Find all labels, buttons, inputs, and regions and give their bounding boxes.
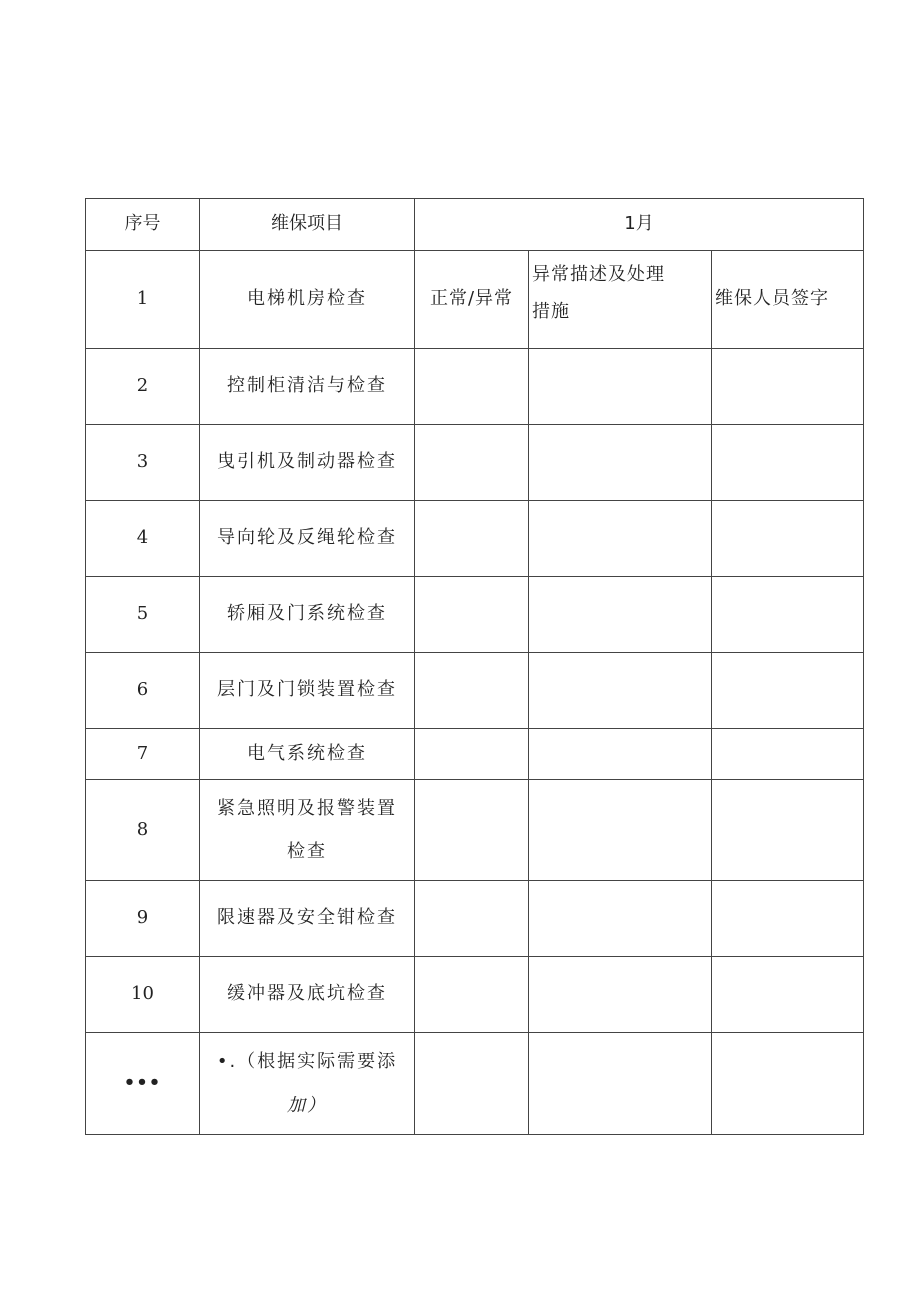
cell-description[interactable]	[529, 729, 712, 780]
row-item: 缓冲器及底坑检查	[200, 957, 415, 1033]
row-seq: 3	[86, 425, 200, 501]
table-row	[86, 349, 864, 425]
table-row	[86, 780, 864, 881]
row-item-line1: •.（根据实际需要添	[216, 1051, 398, 1073]
row-seq: 9	[86, 881, 200, 957]
row-item	[200, 1033, 415, 1135]
table-row	[86, 251, 864, 349]
header-month: 1月	[415, 199, 864, 251]
cell-description[interactable]	[529, 881, 712, 957]
cell-normal-abnormal[interactable]	[415, 653, 529, 729]
cell-signature[interactable]	[712, 1033, 864, 1135]
cell-normal-abnormal[interactable]	[415, 425, 529, 501]
cell-description[interactable]	[529, 425, 712, 501]
row-item: 轿厢及门系统检查	[200, 577, 415, 653]
row-item-line2: 检查	[287, 841, 327, 862]
cell-normal-abnormal[interactable]	[415, 729, 529, 780]
cell-normal-abnormal[interactable]	[415, 349, 529, 425]
cell-signature[interactable]	[712, 729, 864, 780]
subheader-description-line2: 措施	[532, 300, 570, 322]
row-item: 层门及门锁装置检查	[200, 653, 415, 729]
cell-signature[interactable]	[712, 577, 864, 653]
table-row	[86, 1033, 864, 1135]
row-item-line2: 加）	[287, 1094, 327, 1116]
row-item: 导向轮及反绳轮检查	[200, 501, 415, 577]
cell-signature[interactable]	[712, 957, 864, 1033]
row-item: 限速器及安全钳检查	[200, 881, 415, 957]
row-seq: 10	[86, 957, 200, 1033]
row-seq: 7	[86, 729, 200, 780]
table-row	[86, 577, 864, 653]
cell-signature[interactable]	[712, 425, 864, 501]
cell-signature[interactable]	[712, 881, 864, 957]
cell-normal-abnormal[interactable]	[415, 957, 529, 1033]
header-row	[86, 199, 864, 251]
row-seq: •••	[86, 1033, 200, 1135]
subheader-description-line1: 异常描述及处理	[532, 264, 665, 285]
header-item: 维保项目	[200, 199, 415, 251]
row-seq: 8	[86, 780, 200, 881]
cell-signature[interactable]	[712, 780, 864, 881]
cell-description[interactable]	[529, 1033, 712, 1135]
subheader-signature: 维保人员签字	[712, 251, 864, 349]
cell-description[interactable]	[529, 780, 712, 881]
row-item: 电梯机房检查	[200, 251, 415, 349]
row-seq: 6	[86, 653, 200, 729]
row-seq: 4	[86, 501, 200, 577]
row-item-line1: 紧急照明及报警装置	[217, 797, 397, 819]
row-item: 电气系统检查	[200, 729, 415, 780]
cell-normal-abnormal[interactable]	[415, 1033, 529, 1135]
table-row	[86, 957, 864, 1033]
table-row	[86, 425, 864, 501]
cell-normal-abnormal[interactable]	[415, 780, 529, 881]
cell-description[interactable]	[529, 501, 712, 577]
cell-signature[interactable]	[712, 349, 864, 425]
subheader-description	[529, 251, 712, 349]
table-row	[86, 729, 864, 780]
cell-signature[interactable]	[712, 501, 864, 577]
row-seq: 1	[86, 251, 200, 349]
table-row	[86, 881, 864, 957]
subheader-normal-abnormal: 正常/异常	[415, 251, 529, 349]
cell-description[interactable]	[529, 577, 712, 653]
row-item: 控制柜清洁与检查	[200, 349, 415, 425]
cell-normal-abnormal[interactable]	[415, 501, 529, 577]
table-row	[86, 501, 864, 577]
maintenance-table	[85, 198, 864, 1135]
cell-normal-abnormal[interactable]	[415, 577, 529, 653]
cell-normal-abnormal[interactable]	[415, 881, 529, 957]
row-seq: 5	[86, 577, 200, 653]
cell-description[interactable]	[529, 957, 712, 1033]
cell-description[interactable]	[529, 349, 712, 425]
row-item	[200, 780, 415, 881]
table-row	[86, 653, 864, 729]
row-seq: 2	[86, 349, 200, 425]
row-item: 曳引机及制动器检查	[200, 425, 415, 501]
cell-description[interactable]	[529, 653, 712, 729]
header-seq: 序号	[86, 199, 200, 251]
cell-signature[interactable]	[712, 653, 864, 729]
